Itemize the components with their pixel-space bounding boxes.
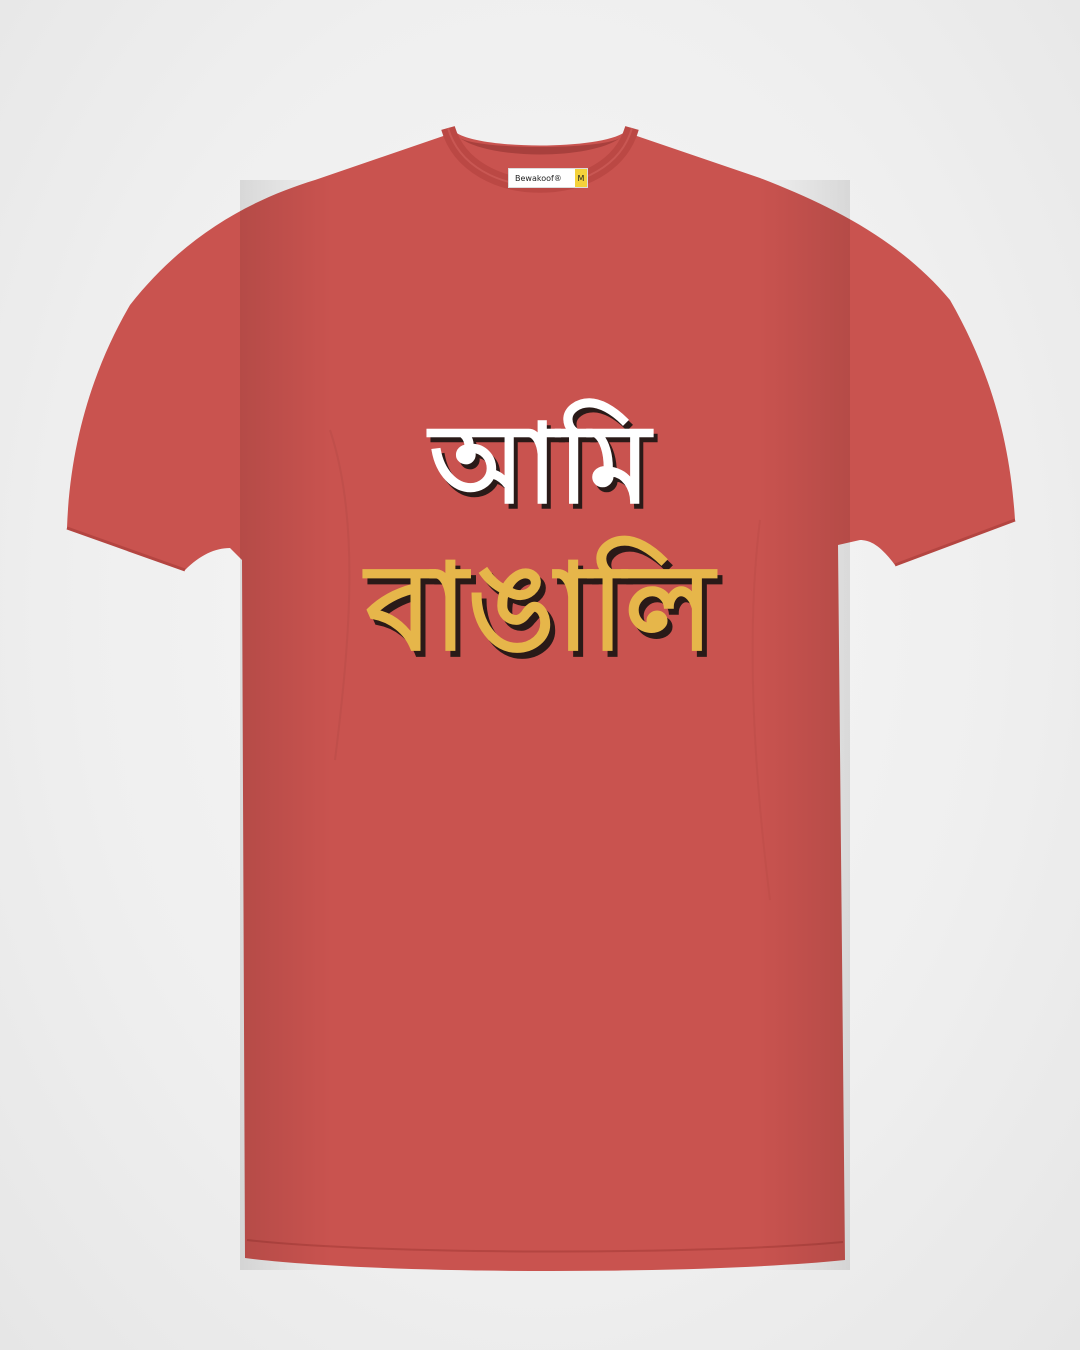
- shirt-print: [340, 380, 740, 680]
- label-brand: Bewakoof®: [515, 173, 562, 183]
- label-size: M: [575, 169, 587, 187]
- print-line-1: আমি: [429, 400, 651, 528]
- neck-label: [508, 168, 588, 188]
- print-line-2: বাঙালি: [365, 539, 715, 678]
